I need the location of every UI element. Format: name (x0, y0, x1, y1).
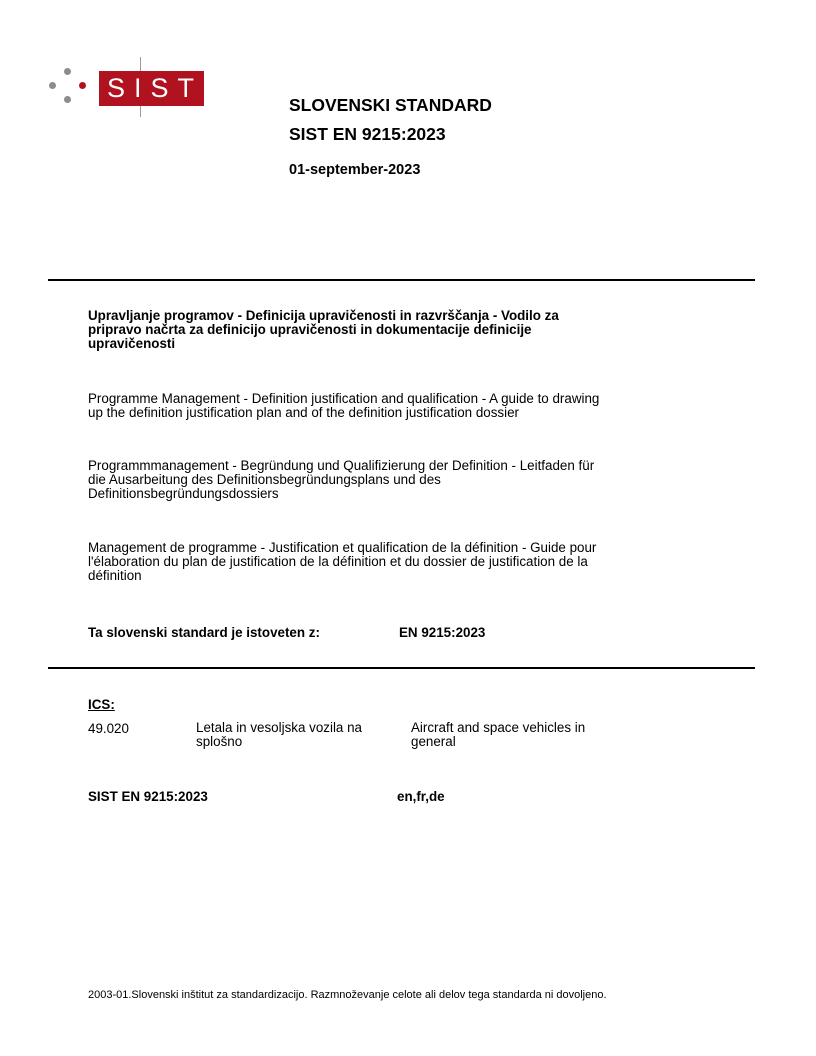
logo-dot-icon (49, 82, 56, 89)
logo-dot-icon (64, 96, 71, 103)
ics-description-en: Aircraft and space vehicles in general (411, 720, 586, 749)
title-english: Programme Management - Definition justification and qualification - A guide to drawing up the definition justification plan and of the definition justification dossier (88, 391, 600, 420)
standard-number-heading: SIST EN 9215:2023 (289, 124, 446, 144)
logo-dot-red-icon (79, 82, 86, 89)
publication-date: 01-september-2023 (289, 162, 421, 178)
identical-label: Ta slovenski standard je istoveten z: (88, 625, 320, 640)
title-slovenian: Upravljanje programov - Definicija upravičenosti in razvrščanja - Vodilo za pripravo načrta za definicijo upravičenosti in dokumentacije definicije upravičenosti (88, 308, 559, 351)
divider-top (48, 279, 755, 281)
ics-code: 49.020 (88, 721, 129, 736)
languages: en,fr,de (397, 789, 445, 804)
divider-bottom (48, 667, 755, 669)
doc-type-heading: SLOVENSKI STANDARD (289, 95, 492, 115)
ics-label: ICS: (88, 697, 115, 712)
identical-value: EN 9215:2023 (399, 625, 486, 640)
logo-text: SIST (99, 71, 204, 106)
ics-description-sl: Letala in vesoljska vozila na splošno (196, 720, 362, 749)
title-french: Management de programme - Justification et qualification de la définition - Guide pour l'élaboration du plan de justification de la définition et du dossier de justification de la définition (88, 540, 597, 583)
copyright-notice: 2003-01.Slovenski inštitut za standardizacijo. Razmnoževanje celote ali delov tega standarda ni dovoljeno. (88, 989, 607, 1001)
standard-id: SIST EN 9215:2023 (88, 789, 208, 804)
logo-dot-icon (64, 68, 71, 75)
title-german: Programmmanagement - Begründung und Qualifizierung der Definition - Leitfaden für die Ausarbeitung des Definitionsbegründungsplans und des Definitionsbegründungsdossiers (88, 458, 595, 501)
